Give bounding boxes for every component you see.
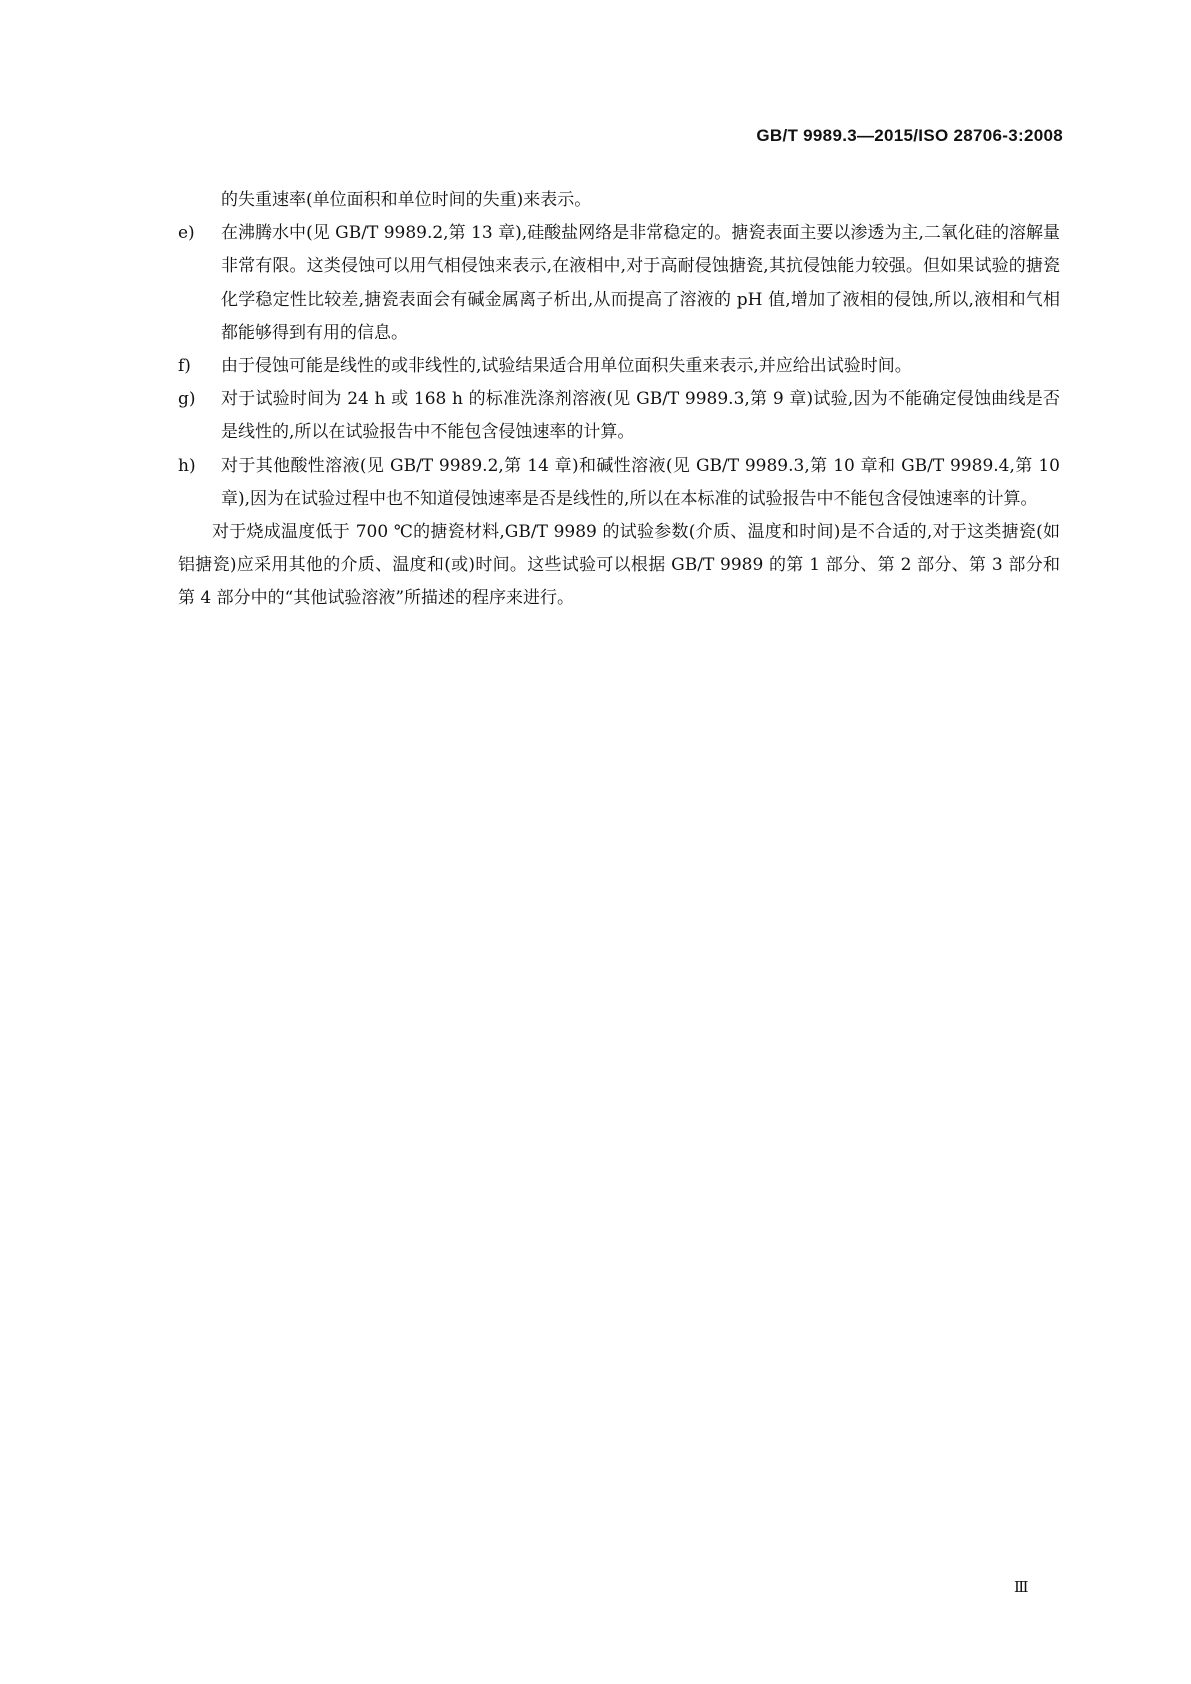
list-item-text: 对于试验时间为 24 h 或 168 h 的标准洗涤剂溶液(见 GB/T 9989.3,第 9 章)试验,因为不能确定侵蚀曲线是否是线性的,所以在试验报告中不能包含侵蚀速率的计算。 [221, 389, 1060, 443]
standard-header: GB/T 9989.3—2015/ISO 28706-3:2008 [756, 126, 1063, 145]
list-item-f [178, 350, 1060, 383]
list-item-text: 由于侵蚀可能是线性的或非线性的,试验结果适合用单位面积失重来表示,并应给出试验时间。 [221, 356, 912, 377]
list-item-text: 对于其他酸性溶液(见 GB/T 9989.2,第 14 章)和碱性溶液(见 GB/T 9989.3,第 10 章和 GB/T 9989.4,第 10 章),因为在试验过程中也不知道侵蚀速率是否是线性的,所以在本标准的试验报告中不能包含侵蚀速率的计算。 [221, 455, 1061, 509]
list-item-h [178, 450, 1060, 516]
list-item-text: 在沸腾水中(见 GB/T 9989.2,第 13 章),硅酸盐网络是非常稳定的。搪瓷表面主要以渗透为主,二氧化硅的溶解量非常有限。这类侵蚀可以用气相侵蚀来表示,在液相中,对于高耐侵蚀搪瓷,其抗侵蚀能力较强。但如果试验的搪瓷化学稳定性比较差,搪瓷表面会有碱金属离子析出,从而提高了溶液的 pH 值,增加了液相的侵蚀,所以,液相和气相都能够得到有用的信息。 [221, 223, 1060, 343]
list-item-g [178, 383, 1060, 449]
list-item-label: h) [178, 455, 196, 476]
list-item-e [178, 217, 1060, 350]
document-body [178, 184, 1060, 616]
page-number: Ⅲ [1014, 1578, 1029, 1596]
list-item-label: f) [178, 356, 191, 377]
continuation-text: 的失重速率(单位面积和单位时间的失重)来表示。 [221, 190, 592, 210]
closing-paragraph: 对于烧成温度低于 700 ℃的搪瓷材料,GB/T 9989 的试验参数(介质、温度和时间)是不合适的,对于这类搪瓷(如铝搪瓷)应采用其他的介质、温度和(或)时间。这些试验可以根据 GB/T 9989 的第 1 部分、第 2 部分、第 3 部分和第 4 部分中的“其他试验溶液”所描述的程序来进行。 [178, 522, 1060, 609]
list-item-label: g) [178, 389, 196, 410]
list-item-label: e) [178, 223, 195, 244]
